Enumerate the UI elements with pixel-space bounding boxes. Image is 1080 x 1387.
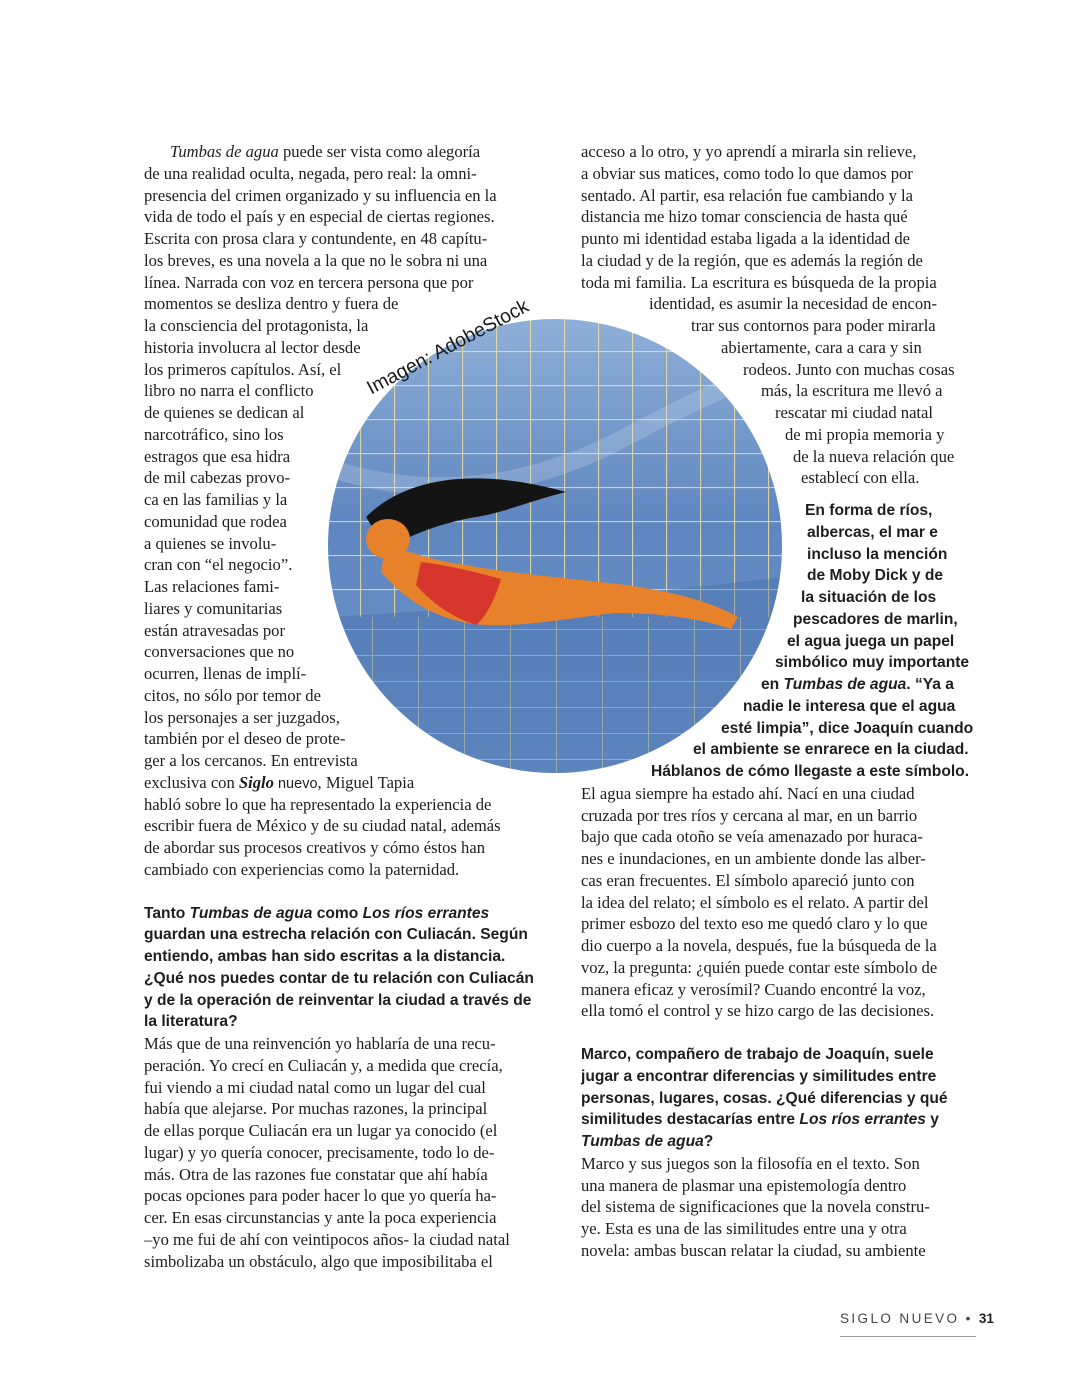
left-column-line xyxy=(144,685,321,707)
text-run: dio cuerpo a la novela, después, fue la búsqueda de la xyxy=(581,936,937,955)
right-column-line xyxy=(581,1218,907,1240)
text-run: cruzada por tres ríos y cercana al mar, en un barrio xyxy=(581,805,918,825)
left-column-line xyxy=(144,424,284,446)
text-run: peración. Yo crecí en Culiacán y, a medida que crecía, xyxy=(144,1055,503,1075)
left-column-line xyxy=(144,837,485,859)
text-run: ? xyxy=(703,1133,714,1150)
text-run: habló sobre lo que ha representado la experiencia de xyxy=(144,794,492,814)
left-column-line xyxy=(144,489,287,511)
text-run: acceso a lo otro, y yo aprendí a mirarla sin relieve, xyxy=(581,142,917,161)
left-column-line xyxy=(144,707,340,729)
text-run: pescadores de marlin, xyxy=(793,610,958,628)
footer-rule xyxy=(840,1336,976,1337)
text-run: Los ríos errantes xyxy=(799,1111,926,1129)
left-column-line xyxy=(144,598,282,620)
text-run: línea. Narrada con voz en tercera persona que por xyxy=(144,272,474,292)
text-run: abiertamente, cara a cara y sin xyxy=(721,337,922,357)
text-run: la ciudad y de la región, que es además la región de xyxy=(581,250,923,270)
text-run: rescatar mi ciudad natal xyxy=(775,403,934,422)
right-column-line xyxy=(581,228,910,250)
text-run: la situación de los xyxy=(801,589,937,606)
right-column-line xyxy=(801,587,936,609)
text-run: había que alejarse. Por muchas razones, la principal xyxy=(144,1099,488,1119)
right-column-line xyxy=(581,206,908,228)
text-run: Tumbas de agua xyxy=(581,1133,704,1150)
left-column-line xyxy=(144,467,290,489)
text-run: jugar a encontrar diferencias y similitudes entre xyxy=(581,1067,937,1085)
text-run: a quienes se involu- xyxy=(144,533,277,553)
text-run: ye. Esta es una de las similitudes entre una y otra xyxy=(581,1219,907,1238)
right-column-line xyxy=(581,870,915,892)
text-run: Siglo xyxy=(238,772,274,792)
left-column-line xyxy=(144,533,276,555)
left-column-line xyxy=(144,815,501,837)
left-column-line xyxy=(144,1077,486,1099)
text-run: pocas opciones para poder hacer lo que yo quería ha- xyxy=(144,1186,497,1206)
text-run: están atravesadas por xyxy=(144,620,285,640)
text-run: incluso la mención xyxy=(807,545,948,563)
page-number: 31 xyxy=(978,1311,994,1326)
text-run: sentado. Al partir, esa relación fue cambiando y la xyxy=(581,185,914,205)
text-run: Tumbas de agua xyxy=(170,142,279,161)
magazine-name: SIGLO NUEVO xyxy=(840,1311,960,1326)
text-run: cer. En esas circunstancias y ante la poca experiencia xyxy=(144,1208,497,1227)
right-column-line xyxy=(581,272,937,294)
right-column-line xyxy=(581,1000,934,1022)
right-column-line xyxy=(807,565,943,587)
right-column-line xyxy=(581,1066,936,1088)
text-run: los breves, es una novela a la que no le sobra ni una xyxy=(144,250,488,270)
right-column-line xyxy=(691,315,936,337)
right-column-line xyxy=(793,446,954,468)
left-column-line xyxy=(144,1142,494,1164)
right-column-line xyxy=(761,380,943,402)
right-column-line xyxy=(581,979,926,1001)
left-column-line xyxy=(144,315,368,337)
text-run: Marco, compañero de trabajo de Joaquín, suele xyxy=(581,1046,934,1063)
left-column-line xyxy=(144,990,531,1012)
right-column-line xyxy=(743,696,955,718)
right-column-line xyxy=(721,718,973,740)
text-run: Háblanos de cómo llegaste a este símbolo. xyxy=(651,763,970,780)
right-column-line xyxy=(805,500,932,522)
left-column-line xyxy=(144,1011,238,1033)
text-run: la consciencia del protagonista, la xyxy=(144,316,369,335)
right-column-line xyxy=(581,848,926,870)
text-run: el ambiente se enrarece en la ciudad. xyxy=(693,741,969,759)
right-column-line xyxy=(693,739,969,761)
text-run: Las relaciones fami- xyxy=(144,577,280,596)
right-column-line xyxy=(807,522,938,544)
left-column-line xyxy=(144,750,358,772)
text-run: como xyxy=(312,904,363,922)
left-column-line xyxy=(144,772,414,796)
left-column-line xyxy=(144,511,287,533)
left-column-line xyxy=(144,946,505,968)
text-run: identidad, es asumir la necesidad de encon- xyxy=(649,294,937,314)
left-column-line xyxy=(144,794,491,816)
left-column-line xyxy=(144,228,487,250)
text-run: primer esbozo del texto eso me quedó claro y lo que xyxy=(581,914,928,934)
text-run: toda mi familia. La escritura es búsqueda de la propia xyxy=(581,272,937,292)
right-column-line xyxy=(581,1196,930,1218)
text-run: puede ser vista como alegoría xyxy=(278,142,481,161)
right-column-line xyxy=(581,1240,926,1262)
text-run: momentos se desliza dentro y fuera de xyxy=(144,294,399,314)
footer-separator: • xyxy=(965,1311,973,1326)
text-run: la literatura? xyxy=(144,1013,238,1031)
text-run: liares y comunitarias xyxy=(144,598,283,618)
text-run: estragos que esa hidra xyxy=(144,446,291,466)
text-run: de quienes se dedican al xyxy=(144,403,305,422)
left-column-line xyxy=(144,293,398,315)
right-column-line xyxy=(785,424,944,446)
left-column-line xyxy=(144,380,314,402)
text-run: simbolizaba un obstáculo, algo que imposibilitaba el xyxy=(144,1251,493,1271)
text-run: punto mi identidad estaba ligada a la identidad de xyxy=(581,229,911,248)
text-run: los primeros capítulos. Así, el xyxy=(144,359,342,379)
text-run: simbólico muy importante xyxy=(775,654,970,672)
left-column-line xyxy=(144,163,477,185)
text-run: los personajes a ser juzgados, xyxy=(144,707,340,727)
text-run: narcotráfico, sino los xyxy=(144,424,284,444)
text-run: conversaciones que no xyxy=(144,642,295,662)
text-run: , Miguel Tapia xyxy=(317,772,415,792)
left-column-line xyxy=(144,1185,496,1207)
text-run: ger a los cercanos. En entrevista xyxy=(144,751,358,770)
text-run: nuevo xyxy=(273,775,318,792)
text-run: fui viendo a mi ciudad natal como un lugar del cual xyxy=(144,1077,486,1097)
text-run: de una realidad oculta, negada, pero real: la omni- xyxy=(144,163,477,183)
text-run: –yo me fui de ahí con veintipocos años- la ciudad natal xyxy=(144,1229,510,1249)
text-run: de Moby Dick y de xyxy=(807,567,944,585)
left-column-line xyxy=(144,446,290,468)
text-run: rodeos. Junto con muchas cosas xyxy=(743,359,955,379)
text-run: también por el deseo de prote- xyxy=(144,729,346,749)
text-run: En forma de ríos, xyxy=(805,502,933,519)
text-run: . “Ya a xyxy=(906,676,954,693)
text-run: Marco y sus juegos son la filosofía en el texto. Son xyxy=(581,1153,920,1173)
text-run: albercas, el mar e xyxy=(807,523,938,541)
text-run: y xyxy=(925,1111,939,1129)
right-column-line xyxy=(581,141,916,163)
text-run: comunidad que rodea xyxy=(144,511,287,531)
right-column-line xyxy=(581,163,913,185)
text-run: escribir fuera de México y de su ciudad natal, además xyxy=(144,816,501,836)
text-run: ella tomó el control y se hizo cargo de las decisiones. xyxy=(581,1001,935,1021)
text-run: personas, lugares, cosas. ¿Qué diferencias y qué xyxy=(581,1089,948,1107)
text-run: de la nueva relación que xyxy=(793,446,955,466)
left-column-line xyxy=(144,728,345,750)
text-run: de mi propia memoria y xyxy=(785,424,945,444)
text-run: Tumbas de agua xyxy=(189,904,313,922)
right-column-line xyxy=(581,913,928,935)
text-run: establecí con ella. xyxy=(801,468,920,488)
left-column-line xyxy=(144,1055,503,1077)
text-run: manera eficaz y verosímil? Cuando encontré la voz, xyxy=(581,979,926,999)
left-column-line xyxy=(144,663,306,685)
text-run: ¿Qué nos puedes contar de tu relación con Culiacán xyxy=(144,969,534,987)
left-column-line xyxy=(144,1251,493,1273)
text-run: nes e inundaciones, en un ambiente donde las alber- xyxy=(581,849,926,868)
text-run: en xyxy=(761,676,784,693)
text-run: presencia del crimen organizado y su influencia en la xyxy=(144,185,497,205)
text-run: trar sus contornos para poder mirarla xyxy=(691,316,936,335)
left-column-line xyxy=(144,1207,496,1229)
right-column-line xyxy=(581,783,915,805)
text-run: más, la escritura me llevó a xyxy=(761,381,943,401)
right-column-line xyxy=(651,761,969,783)
right-column-line xyxy=(581,1109,939,1131)
text-run: similitudes destacarías entre xyxy=(581,1111,800,1129)
text-run: ca en las familias y la xyxy=(144,490,288,509)
right-column-line xyxy=(581,957,937,979)
text-run: una manera de plasmar una epistemología dentro xyxy=(581,1175,907,1195)
page-footer xyxy=(840,1311,994,1326)
left-column-line xyxy=(144,620,285,642)
text-run: cambiado con experiencias como la paternidad. xyxy=(144,859,460,879)
right-column-line xyxy=(649,293,937,315)
text-run: más. Otra de las razones fue constatar que ahí había xyxy=(144,1164,488,1184)
text-run: Los ríos errantes xyxy=(362,904,490,922)
text-run: vida de todo el país y en especial de ciertas regiones. xyxy=(144,207,495,227)
left-column-line xyxy=(144,554,292,576)
text-run: entiendo, ambas han sido escritas a la distancia. xyxy=(144,948,506,965)
right-column-line xyxy=(775,652,969,674)
text-run: cas eran frecuentes. El símbolo apareció junto con xyxy=(581,870,915,890)
left-column-line xyxy=(144,1033,496,1055)
text-run: la idea del relato; el símbolo es el relato. A partir del xyxy=(581,892,929,912)
text-run: Más que de una reinvención yo hablaría de una recu- xyxy=(144,1034,496,1053)
text-run: de ellas porque Culiacán era un lugar ya conocido (el xyxy=(144,1121,498,1140)
left-column-line xyxy=(144,1229,510,1251)
right-column-line xyxy=(581,892,928,914)
left-column-line xyxy=(144,402,304,424)
text-run: de mil cabezas provo- xyxy=(144,468,291,488)
text-run: y de la operación de reinventar la ciudad a través de xyxy=(144,991,532,1009)
right-column-line xyxy=(581,250,923,272)
right-column-line xyxy=(801,467,919,489)
text-run: citos, no sólo por temor de xyxy=(144,685,321,705)
left-column-line xyxy=(144,1120,497,1142)
text-run: nadie le interesa que el agua xyxy=(743,697,956,715)
text-run: novela: ambas buscan relatar la ciudad, su ambiente xyxy=(581,1240,926,1260)
right-column-line xyxy=(581,1153,920,1175)
text-run: esté limpia”, dice Joaquín cuando xyxy=(721,719,974,737)
left-column-line xyxy=(144,250,487,272)
left-column-line xyxy=(144,576,279,598)
left-column-line xyxy=(144,337,361,359)
right-column-line xyxy=(581,1175,906,1197)
text-run: lugar) y yo quería conocer, precisamente, todo lo de- xyxy=(144,1142,495,1162)
left-column-line xyxy=(144,272,473,294)
text-run: Escrita con prosa clara y contundente, en 48 capítu- xyxy=(144,229,488,248)
text-run: libro no narra el conflicto xyxy=(144,381,314,401)
text-run: historia involucra al lector desde xyxy=(144,337,361,357)
left-column-line xyxy=(144,924,528,946)
left-column-line xyxy=(144,185,497,207)
right-column-line xyxy=(581,1088,948,1110)
right-column-line xyxy=(581,935,937,957)
right-column-line xyxy=(581,826,923,848)
right-column-line xyxy=(743,359,955,381)
text-run: bajo que cada otoño se veía amenazado por huraca- xyxy=(581,827,923,847)
text-run: exclusiva con xyxy=(144,772,239,792)
right-column-line xyxy=(807,544,947,566)
text-run: cran con “el negocio”. xyxy=(144,555,293,575)
text-run: El agua siempre ha estado ahí. Nací en una ciudad xyxy=(581,783,915,803)
right-column-line xyxy=(581,1044,934,1066)
text-run: Tanto xyxy=(144,904,190,922)
left-column-line xyxy=(144,359,341,381)
text-run: del sistema de significaciones que la novela constru- xyxy=(581,1197,930,1217)
left-column-line xyxy=(144,1164,488,1186)
left-column-line xyxy=(144,206,495,228)
text-run: distancia me hizo tomar consciencia de hasta qué xyxy=(581,207,908,227)
text-run: guardan una estrecha relación con Culiacán. Según xyxy=(144,926,528,944)
image-credit: Imagen: AdobeStock xyxy=(363,295,533,400)
left-column-line xyxy=(170,141,480,163)
right-column-line xyxy=(787,631,954,653)
right-column-line xyxy=(793,609,958,631)
left-column-line xyxy=(144,968,534,990)
left-column-line xyxy=(144,903,489,925)
right-column-line xyxy=(581,805,917,827)
right-column-line xyxy=(775,402,933,424)
left-column-line xyxy=(144,641,294,663)
right-column-line xyxy=(761,674,954,696)
right-column-line xyxy=(721,337,922,359)
text-run: a obviar sus matices, como todo lo que damos por xyxy=(581,163,913,183)
right-column-line xyxy=(581,1131,713,1153)
left-column-line xyxy=(144,859,459,881)
text-run: Tumbas de agua xyxy=(783,676,907,693)
text-run: voz, la pregunta: ¿quién puede contar este símbolo de xyxy=(581,957,938,977)
text-run: ocurren, llenas de implí- xyxy=(144,664,307,683)
left-column-line xyxy=(144,1098,487,1120)
text-run: de abordar sus procesos creativos y cómo éstos han xyxy=(144,838,485,857)
right-column-line xyxy=(581,185,913,207)
text-run: el agua juega un papel xyxy=(787,632,955,650)
